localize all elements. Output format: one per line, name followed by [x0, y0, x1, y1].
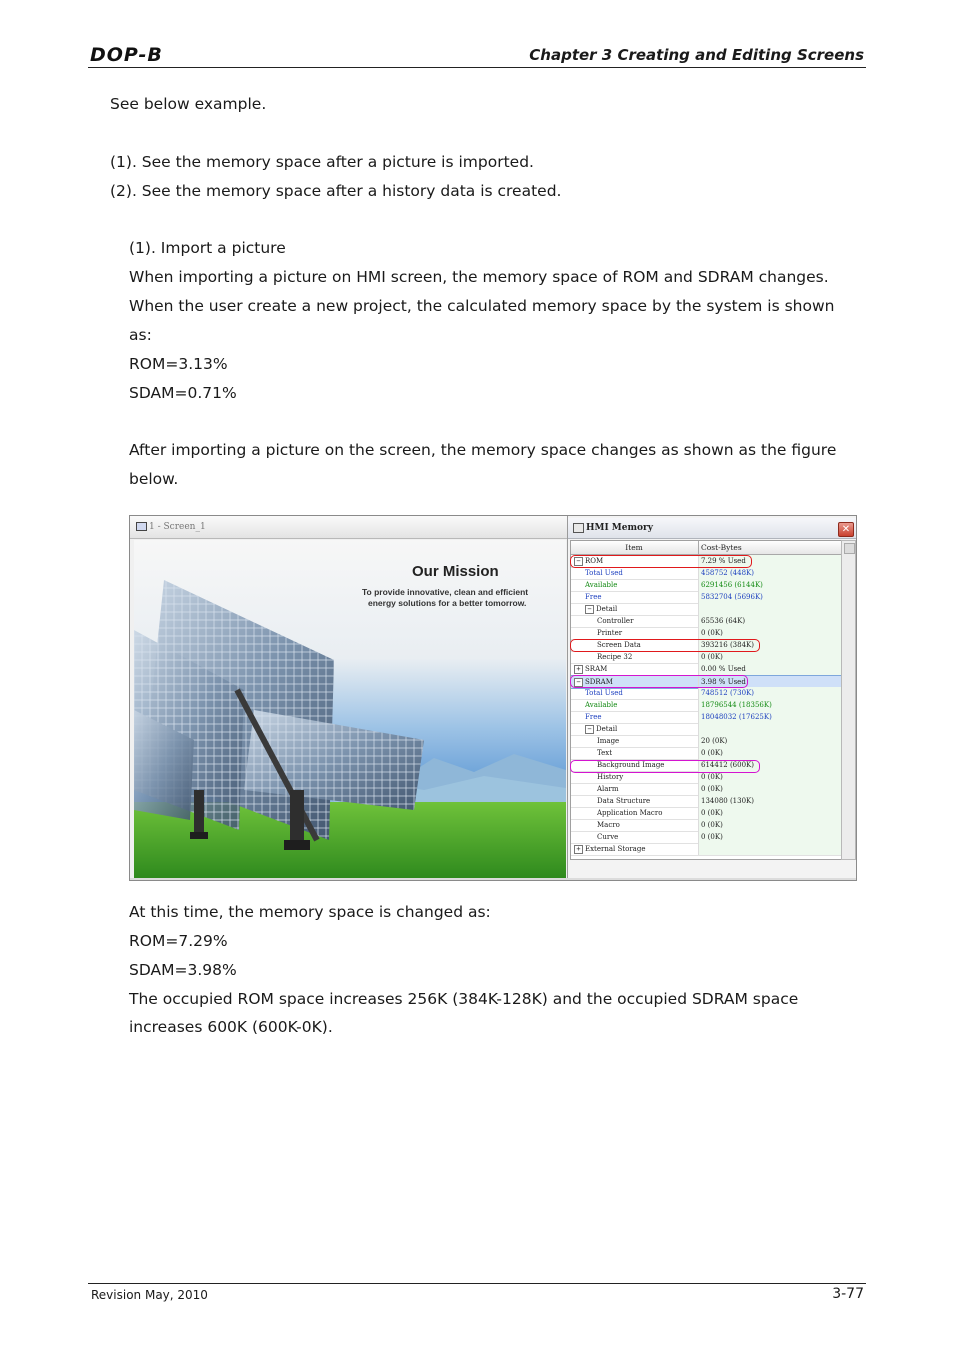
- column-separator: [698, 747, 699, 759]
- row-item: SDRAM: [585, 678, 613, 686]
- row-cost: 20 (0K): [701, 737, 728, 745]
- mission-title: Our Mission: [412, 563, 499, 580]
- row-item: Alarm: [597, 785, 619, 793]
- subsection-heading: (1). Import a picture: [129, 239, 286, 257]
- row-item: Application Macro: [597, 809, 663, 817]
- row-cost: 458752 (448K): [701, 569, 754, 577]
- paragraph-2-line-2: as:: [129, 326, 152, 344]
- scroll-up-icon[interactable]: [844, 543, 855, 554]
- highlight-sdram: [570, 675, 748, 688]
- row-cost: 18796544 (18356K): [701, 701, 772, 709]
- collapse-icon[interactable]: −: [585, 725, 594, 734]
- close-icon[interactable]: ✕: [838, 522, 854, 537]
- column-separator: [698, 795, 699, 807]
- row-item: Screen Data: [597, 641, 641, 649]
- row-cost: 0.00 % Used: [701, 665, 746, 673]
- mission-text-line-1: To provide innovative, clean and efficient: [362, 587, 529, 597]
- page-number: 3-77: [832, 1286, 864, 1302]
- row-cost: 18048032 (17625K): [701, 713, 772, 721]
- paragraph-2-line-1: When the user create a new project, the calculated memory space by the system is shown: [129, 297, 835, 315]
- row-cost: 0 (0K): [701, 821, 723, 829]
- paragraph-4-line-1: The occupied ROM space increases 256K (384K-128K) and the occupied SDRAM space: [129, 990, 799, 1008]
- column-separator: [698, 603, 699, 615]
- sdam-after: SDAM=3.98%: [129, 961, 237, 979]
- after-intro: At this time, the memory space is changed as:: [129, 903, 491, 921]
- row-cost: 6291456 (6144K): [701, 581, 763, 589]
- paragraph-3-line-2: below.: [129, 470, 179, 488]
- row-cost: 0 (0K): [701, 833, 723, 841]
- column-separator: [698, 591, 699, 603]
- row-cost: 3.98 % Used: [701, 678, 746, 686]
- row-cost: 5832704 (5696K): [701, 593, 763, 601]
- row-item: Background Image: [597, 761, 665, 769]
- row-item: Image: [597, 737, 620, 745]
- dop-b-logo: DOP-B: [90, 44, 163, 66]
- row-value-background: [698, 723, 841, 735]
- column-separator: [698, 687, 699, 699]
- row-cost: 7.29 % Used: [701, 557, 746, 565]
- column-header-cost[interactable]: Cost-Bytes: [701, 543, 742, 552]
- column-header-item[interactable]: Item: [625, 543, 643, 552]
- row-cost: 614412 (600K): [701, 761, 754, 769]
- column-separator: [698, 843, 699, 855]
- column-separator: [698, 663, 699, 675]
- collapse-icon[interactable]: −: [585, 605, 594, 614]
- paragraph-4-line-2: increases 600K (600K-0K).: [129, 1018, 333, 1036]
- expand-icon[interactable]: +: [574, 665, 583, 674]
- row-item: History: [597, 773, 624, 781]
- highlight-rom: [570, 555, 752, 568]
- row-cost: 0 (0K): [701, 629, 723, 637]
- hmi-memory-window: [568, 516, 856, 878]
- paragraph-1: When importing a picture on HMI screen, the memory space of ROM and SDRAM changes.: [129, 268, 829, 286]
- column-separator: [698, 711, 699, 723]
- row-item: Available: [585, 701, 618, 709]
- row-cost: 0 (0K): [701, 749, 723, 757]
- screen-editor-window: [130, 516, 568, 878]
- row-item: Curve: [597, 833, 619, 841]
- window-icon: [136, 522, 147, 531]
- screen-titlebar: [130, 516, 567, 539]
- intro-text: See below example.: [110, 95, 267, 113]
- row-cost: 65536 (64K): [701, 617, 746, 625]
- table-row[interactable]: [571, 843, 841, 856]
- revision-date: Revision May, 2010: [91, 1288, 208, 1302]
- screen-title: 1 - Screen_1: [149, 522, 206, 532]
- rom-after: ROM=7.29%: [129, 932, 228, 950]
- row-item: SRAM: [585, 665, 608, 673]
- row-value-background: [698, 603, 841, 615]
- sdam-before: SDAM=0.71%: [129, 384, 237, 402]
- row-item: Detail: [596, 725, 618, 733]
- row-item: Controller: [597, 617, 634, 625]
- row-cost: 0 (0K): [701, 653, 723, 661]
- header-rule: [88, 67, 866, 68]
- column-separator: [698, 831, 699, 843]
- column-separator: [698, 627, 699, 639]
- column-separator: [698, 699, 699, 711]
- rom-before: ROM=3.13%: [129, 355, 228, 373]
- row-cost: 748512 (730K): [701, 689, 754, 697]
- memory-figure: [129, 515, 857, 881]
- expand-icon[interactable]: +: [574, 845, 583, 854]
- row-item: Available: [585, 581, 618, 589]
- column-separator: [698, 723, 699, 735]
- mission-text-line-2: energy solutions for a better tomorrow.: [368, 598, 527, 608]
- row-item: Text: [597, 749, 613, 757]
- memory-window-icon: [573, 523, 584, 533]
- row-cost: 134080 (130K): [701, 797, 754, 805]
- paragraph-3-line-1: After importing a picture on the screen, the memory space changes as shown as the figure: [129, 441, 837, 459]
- column-separator: [698, 807, 699, 819]
- row-cost: 0 (0K): [701, 773, 723, 781]
- column-separator: [698, 579, 699, 591]
- row-item: Macro: [597, 821, 620, 829]
- column-separator: [698, 783, 699, 795]
- row-item: Total Used: [585, 569, 623, 577]
- row-item: Free: [585, 593, 602, 601]
- list-item-2: (2). See the memory space after a history data is created.: [110, 182, 562, 200]
- column-separator: [698, 541, 699, 554]
- hmi-memory-title: HMI Memory: [586, 523, 653, 533]
- chapter-title: Chapter 3 Creating and Editing Screens: [529, 46, 864, 64]
- hmi-memory-titlebar: [568, 518, 856, 539]
- column-separator: [698, 567, 699, 579]
- row-item: Printer: [597, 629, 623, 637]
- collapse-icon[interactable]: −: [574, 678, 583, 687]
- row-item: Data Structure: [597, 797, 651, 805]
- collapse-icon[interactable]: −: [574, 557, 583, 566]
- row-value-background: [698, 843, 841, 855]
- highlight-screen-data: [570, 639, 760, 652]
- table-header: [571, 541, 841, 555]
- list-item-1: (1). See the memory space after a picture is imported.: [110, 153, 534, 171]
- column-separator: [698, 819, 699, 831]
- row-item: Recipe 32: [597, 653, 633, 661]
- row-item: Detail: [596, 605, 618, 613]
- row-item: Free: [585, 713, 602, 721]
- row-item: External Storage: [585, 845, 646, 853]
- row-item: ROM: [585, 557, 604, 565]
- memory-table: [570, 540, 842, 860]
- column-separator: [698, 615, 699, 627]
- row-cost: 0 (0K): [701, 809, 723, 817]
- column-separator: [698, 735, 699, 747]
- row-item: Total Used: [585, 689, 623, 697]
- column-separator: [698, 651, 699, 663]
- row-cost: 393216 (384K): [701, 641, 754, 649]
- footer-rule: [88, 1283, 866, 1284]
- row-cost: 0 (0K): [701, 785, 723, 793]
- vertical-scrollbar[interactable]: [841, 540, 856, 860]
- highlight-background-image: [570, 760, 760, 773]
